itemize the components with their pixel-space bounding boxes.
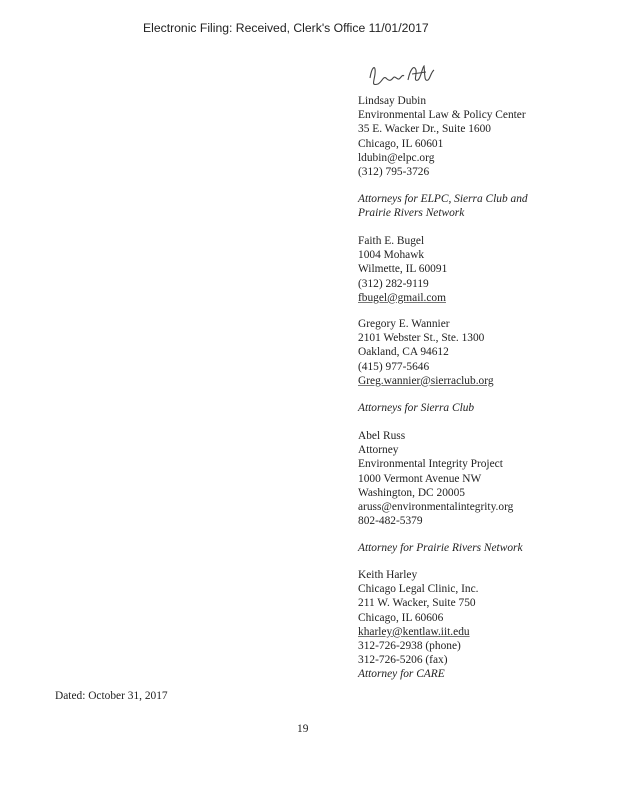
title: Attorney: [358, 444, 399, 457]
attorney-block-wannier: [358, 317, 494, 388]
attorney-block-bugel: [358, 234, 447, 305]
email-link[interactable]: Greg.wannier@sierraclub.org: [358, 374, 494, 387]
address-line: 2101 Webster St., Ste. 1300: [358, 332, 485, 345]
role-sierra-club: [358, 401, 474, 415]
attorney-name: Lindsay Dubin: [358, 95, 427, 107]
phone: 312-726-2938 (phone): [358, 639, 461, 652]
email: aruss@environmentalintegrity.org: [358, 500, 514, 513]
organization: Chicago Legal Clinic, Inc.: [358, 583, 479, 596]
attorney-name: Faith E. Bugel: [358, 235, 425, 247]
city-state-zip: Chicago, IL 60606: [358, 611, 444, 624]
role-line: Attorneys for ELPC, Sierra Club and: [358, 193, 528, 205]
attorney-name: Keith Harley: [358, 569, 418, 581]
dated-line: Dated: October 31, 2017: [55, 690, 168, 702]
address-line: 211 W. Wacker, Suite 750: [358, 597, 476, 610]
email-link[interactable]: fbugel@gmail.com: [358, 291, 446, 304]
phone: 802-482-5379: [358, 515, 423, 528]
city-state-zip: Wilmette, IL 60091: [358, 263, 448, 276]
page-number: 19: [297, 723, 309, 735]
city-state-zip: Oakland, CA 94612: [358, 346, 449, 359]
signature-image: [366, 60, 438, 92]
phone: (312) 282-9119: [358, 277, 429, 290]
role-elpc: [358, 192, 528, 220]
role-line: Attorney for CARE: [358, 668, 445, 681]
email-link[interactable]: kharley@kentlaw.iit.edu: [358, 625, 470, 638]
attorney-block-harley: [358, 568, 479, 682]
role-line: Prairie Rivers Network: [358, 207, 465, 220]
organization: Environmental Law & Policy Center: [358, 109, 526, 122]
phone: (312) 795-3726: [358, 165, 430, 178]
city-state-zip: Washington, DC 20005: [358, 486, 465, 499]
electronic-filing-header: Electronic Filing: Received, Clerk's Office 11/01/2017: [143, 21, 429, 35]
attorney-block-dubin: [358, 94, 526, 179]
role-line: Attorneys for Sierra Club: [358, 402, 475, 414]
fax: 312-726-5206 (fax): [358, 654, 448, 667]
address-line: 35 E. Wacker Dr., Suite 1600: [358, 123, 492, 136]
role-line: Attorney for Prairie Rivers Network: [358, 542, 523, 554]
attorney-name: Gregory E. Wannier: [358, 318, 450, 330]
address-line: 1000 Vermont Avenue NW: [358, 472, 482, 485]
organization: Environmental Integrity Project: [358, 458, 503, 471]
attorney-block-russ: [358, 429, 513, 528]
address-line: 1004 Mohawk: [358, 249, 425, 262]
city-state-zip: Chicago, IL 60601: [358, 137, 444, 150]
attorney-name: Abel Russ: [358, 430, 406, 442]
role-prairie-rivers: [358, 541, 523, 555]
email: ldubin@elpc.org: [358, 151, 435, 164]
phone: (415) 977-5646: [358, 360, 430, 373]
